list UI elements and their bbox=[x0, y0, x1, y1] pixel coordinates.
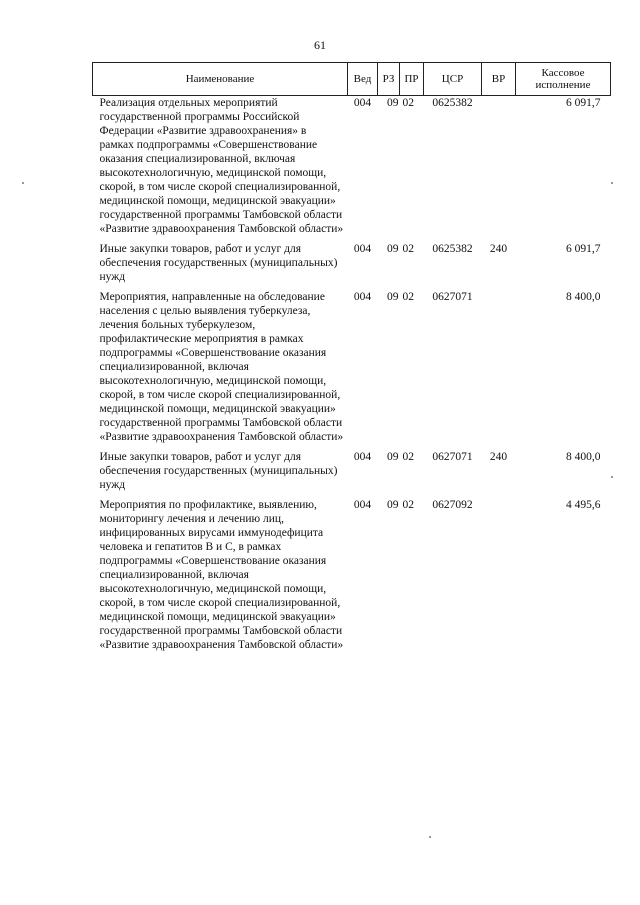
scan-speck bbox=[429, 836, 431, 838]
scan-speck bbox=[22, 182, 24, 184]
header-ved: Вед bbox=[348, 63, 378, 96]
row-pr: 02 bbox=[402, 243, 414, 255]
row-csr: 0627071 bbox=[432, 291, 473, 303]
row-vr bbox=[482, 96, 516, 243]
header-name: Наименование bbox=[93, 63, 348, 96]
header-vr: ВР bbox=[482, 63, 516, 96]
row-csr: 0625382 bbox=[432, 243, 473, 255]
table-header-row bbox=[93, 63, 611, 96]
row-vr: 240 bbox=[489, 451, 508, 463]
scan-speck bbox=[611, 476, 613, 478]
row-csr: 0627071 bbox=[432, 451, 473, 463]
header-pr: ПР bbox=[400, 63, 424, 96]
table-row bbox=[93, 450, 611, 498]
row-csr: 0625382 bbox=[432, 97, 473, 109]
budget-table bbox=[92, 62, 611, 658]
table-row bbox=[93, 242, 611, 290]
table-row bbox=[93, 290, 611, 450]
row-rz: 09 bbox=[387, 291, 399, 303]
row-name: Иные закупки товаров, работ и услуг для обеспечения государственных (муниципальных) нужд bbox=[99, 451, 338, 491]
row-pr: 02 bbox=[402, 291, 414, 303]
row-name: Мероприятия, направленные на обследование населения с целью выявления туберкулеза, лечения больных туберкулезом, профилактические мероприятия в рамках подпрограммы «Совершенствование оказания специализированной, включая высокотехнологичную, медицинской помощи, скорой, в том числе скорой специализированной, медицинской помощи, медицинской эвакуации» государственной программы Тамбовской области «Развитие здравоохранения Тамбовской области» bbox=[99, 291, 344, 443]
row-amount: 6 091,7 bbox=[566, 97, 601, 109]
row-ved: 004 bbox=[353, 243, 372, 255]
page-number: 61 bbox=[314, 38, 326, 52]
row-ved: 004 bbox=[353, 291, 372, 303]
row-rz: 09 bbox=[387, 499, 399, 511]
row-name: Иные закупки товаров, работ и услуг для обеспечения государственных (муниципальных) нужд bbox=[99, 243, 338, 283]
row-ved: 004 bbox=[353, 451, 372, 463]
row-name: Реализация отдельных мероприятий государственной программы Российской Федерации «Развитие здравоохранения» в рамках подпрограммы «Совершенствование оказания специализированной, включая высокотехнологичную, медицинской помощи, скорой, в том числе скорой специализированной, медицинской помощи, медицинской эвакуации» государственной программы Тамбовской области «Развитие здравоохранения Тамбовской области» bbox=[99, 97, 344, 235]
header-amount: Кассовое исполнение bbox=[516, 63, 611, 96]
row-pr: 02 bbox=[402, 499, 414, 511]
row-amount: 4 495,6 bbox=[566, 499, 601, 511]
table-row bbox=[93, 498, 611, 658]
row-pr: 02 bbox=[402, 97, 414, 109]
row-vr bbox=[482, 290, 516, 450]
header-csr: ЦСР bbox=[424, 63, 482, 96]
row-vr bbox=[482, 498, 516, 658]
scan-speck bbox=[611, 182, 613, 184]
row-amount: 8 400,0 bbox=[566, 291, 601, 303]
row-rz: 09 bbox=[387, 243, 399, 255]
row-csr: 0627092 bbox=[432, 499, 473, 511]
row-ved: 004 bbox=[353, 499, 372, 511]
header-rz: РЗ bbox=[378, 63, 400, 96]
row-rz: 09 bbox=[387, 97, 399, 109]
row-name: Мероприятия по профилактике, выявлению, мониторингу лечения и лечению лиц, инфицированных вирусами иммунодефицита человека и гепатитов В и С, в рамках подпрограммы «Совершенствование оказания специализированной, включая высокотехнологичную, медицинской помощи, скорой, в том числе скорой специализированной, медицинской помощи, медицинской эвакуации» государственной программы Тамбовской области «Развитие здравоохранения Тамбовской области» bbox=[99, 499, 344, 651]
row-vr: 240 bbox=[489, 243, 508, 255]
table-row bbox=[93, 96, 611, 243]
row-amount: 6 091,7 bbox=[566, 243, 601, 255]
row-ved: 004 bbox=[353, 97, 372, 109]
row-pr: 02 bbox=[402, 451, 414, 463]
row-rz: 09 bbox=[387, 451, 399, 463]
row-amount: 8 400,0 bbox=[566, 451, 601, 463]
